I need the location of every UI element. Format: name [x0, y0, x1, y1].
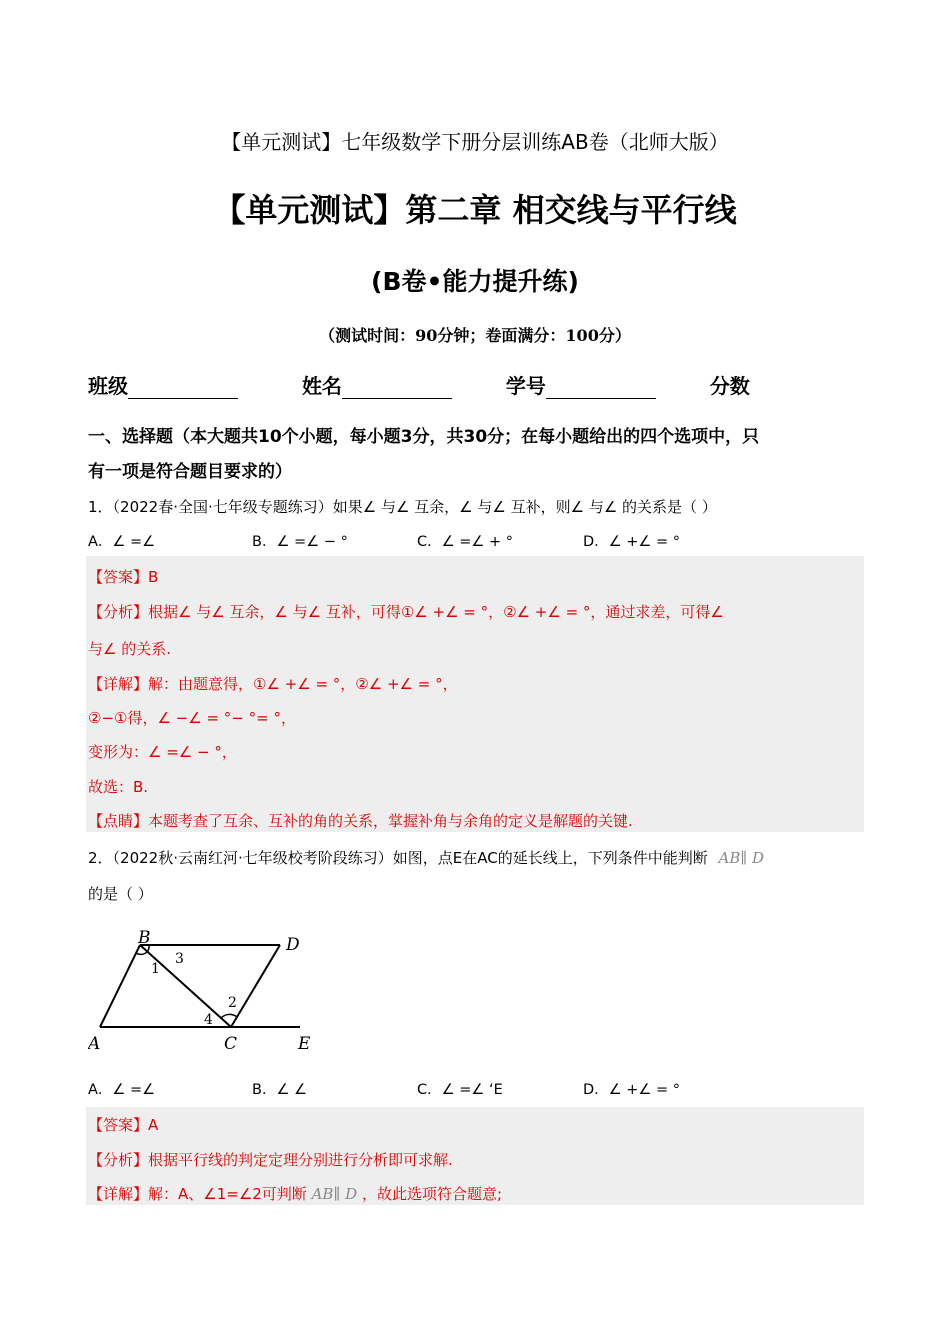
- label-angle-2: 2: [228, 995, 237, 1011]
- q2-detail-math: AB∥ D: [311, 1185, 358, 1203]
- q1-option-a[interactable]: A．∠ =∠: [88, 534, 156, 550]
- line-ab: [100, 945, 140, 1027]
- info-fields: [88, 370, 750, 399]
- q2-answer: 【答案】A: [88, 1116, 159, 1134]
- q2-option-a[interactable]: A．∠ =∠: [88, 1082, 156, 1098]
- id-label: 学号: [505, 374, 546, 398]
- q2-stem-line2: 的是（ ）: [88, 885, 153, 903]
- q1-stem: 1．（2022春·全国·七年级专题练习）如果∠ 与∠ 互余，∠ 与∠ 互补，则∠ 与∠ 的关系是（ ）: [88, 498, 717, 516]
- q1-option-c[interactable]: C．∠ =∠ + °: [417, 534, 513, 550]
- page-subtitle: (B卷•能力提升练): [371, 267, 579, 296]
- label-c: C: [224, 1034, 238, 1054]
- label-angle-4: 4: [204, 1012, 213, 1028]
- q1-option-d[interactable]: D．∠ +∠ = °: [583, 534, 681, 550]
- label-a: A: [88, 1034, 101, 1054]
- class-label: 班级: [88, 374, 128, 398]
- arc-angle-2-4: [221, 1014, 237, 1018]
- test-info: （测试时间：90分钟；卷面满分：100分）: [319, 326, 631, 345]
- label-e: E: [298, 1034, 311, 1054]
- q2-detail: [88, 1183, 502, 1204]
- series-title: 【单元测试】七年级数学下册分层训练AB卷（北师大版）: [221, 130, 729, 154]
- q1-analysis-line2: 与∠ 的关系.: [88, 640, 171, 658]
- q2-detail-suffix: ，故此选项符合题意;: [361, 1185, 503, 1203]
- q2-stem-text: 2．（2022秋·云南红河·七年级校考阶段练习）如图，点E在AC的延长线上，下列条件中能判断: [88, 849, 708, 867]
- q2-stem-math: AB∥ D: [718, 849, 765, 867]
- line-bc: [140, 945, 231, 1027]
- label-angle-3: 3: [175, 951, 184, 967]
- q2-option-c[interactable]: C．∠ =∠ ‘E: [417, 1082, 503, 1098]
- q2-geometry-figure: [88, 925, 328, 1055]
- score-label: 分数: [709, 374, 750, 398]
- q1-analysis-line1: 【分析】根据∠ 与∠ 互余，∠ 与∠ 互补，可得①∠ +∠ = °，②∠ +∠ = °，通过求差，可得∠: [88, 603, 724, 621]
- q2-analysis: 【分析】根据平行线的判定定理分别进行分析即可求解.: [88, 1151, 453, 1169]
- q1-answer: 【答案】B: [88, 568, 159, 586]
- label-angle-1: 1: [151, 961, 160, 977]
- label-b: B: [138, 928, 151, 948]
- q1-solution-box: [86, 556, 864, 832]
- q2-option-b[interactable]: B．∠ ∠: [252, 1082, 308, 1098]
- line-cd: [231, 945, 280, 1027]
- class-blank[interactable]: [128, 380, 238, 399]
- q2-stem-line1: [88, 847, 764, 868]
- q1-option-b[interactable]: B．∠ =∠ − °: [252, 534, 348, 550]
- q1-comment: 【点睛】本题考查了互余、互补的角的关系，掌握补角与余角的定义是解题的关键.: [88, 812, 633, 830]
- q1-detail-line2: ②−①得，∠ −∠ = °− °= °，: [88, 709, 296, 727]
- label-d: D: [286, 935, 300, 955]
- q2-option-d[interactable]: D．∠ +∠ = °: [583, 1082, 681, 1098]
- name-blank[interactable]: [342, 380, 452, 399]
- arc-angle-1: [136, 952, 147, 954]
- section-heading-line2: 有一项是符合题目要求的）: [88, 462, 292, 482]
- name-label: 姓名: [301, 374, 342, 398]
- q1-detail-line3: 变形为：∠ =∠ − °，: [88, 743, 237, 761]
- section-heading-line1: 一、选择题（本大题共10个小题，每小题3分，共30分；在每小题给出的四个选项中，只: [88, 427, 760, 447]
- id-blank[interactable]: [546, 380, 656, 399]
- q1-detail-line1: 【详解】解：由题意得，①∠ +∠ = °，②∠ +∠ = °，: [88, 675, 458, 693]
- page-title: 【单元测试】第二章 相交线与平行线: [213, 191, 737, 229]
- q1-detail-line4: 故选：B.: [88, 778, 149, 796]
- q2-detail-prefix: 【详解】解：A、∠1=∠2可判断: [88, 1185, 307, 1203]
